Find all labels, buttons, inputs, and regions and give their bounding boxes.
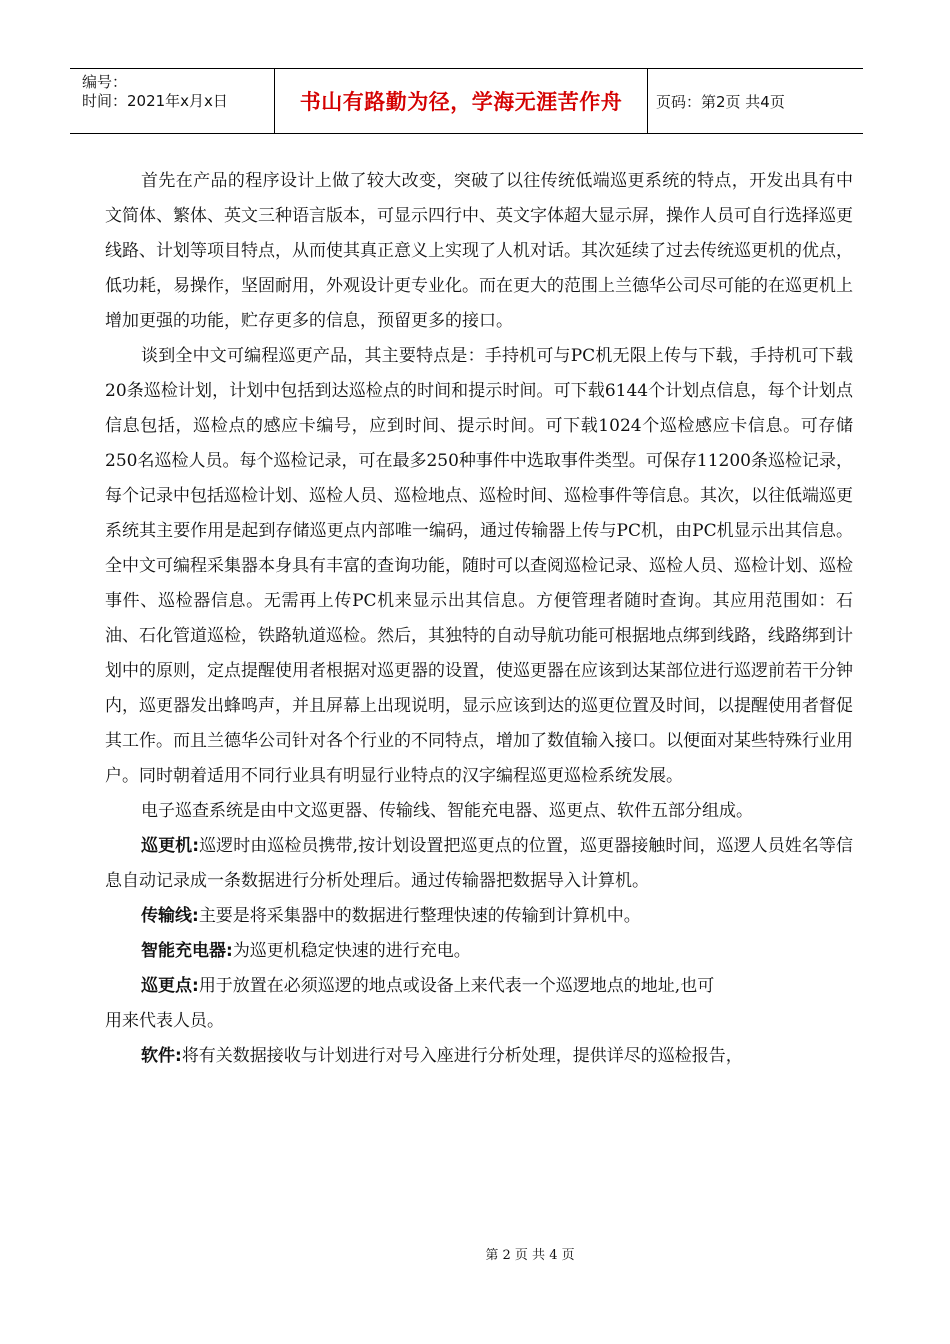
definition-patrol-device [105,829,853,899]
page-footer: 第 2 页 共 4 页 [485,1248,575,1263]
definition-text: 主要是将采集器中的数据进行整理快速的传输到计算机中。 [198,906,641,926]
number-label: 编号： [82,73,128,91]
definition-text: 用于放置在必须巡逻的地点或设备上来代表一个巡逻地点的地址,也可 [198,976,715,996]
definition-text-continued: 用来代表人员。 [105,1011,224,1031]
header-page-info: 页码：第2页 共4页 [656,92,785,111]
definition-charger [105,934,853,969]
paragraph-2: 谈到全中文可编程巡更产品，其主要特点是：手持机可与PC机无限上传与下载，手持机可下载20条巡检计划，计划中包括到达巡检点的时间和提示时间。可下载6144个计划点信息，每个计划点信息包括，巡检点的感应卡编号，应到时间、提示时间。可下载1024个巡检感应卡信息。可存储250名巡检人员。每个巡检记录，可在最多250种事件中选取事件类型。可保存11200条巡检记录，每个记录中包括巡检计划、巡检人员、巡检地点、巡检时间、巡检事件等信息。其次，以往低端巡更系统其主要作用是起到存储巡更点内部唯一编码，通过传输器上传与PC机，由PC机显示出其信息。全中文可编程采集器本身具有丰富的查询功能，随时可以查阅巡检记录、巡检人员、巡检计划、巡检事件、巡检器信息。无需再上传PC机来显示出其信息。方便管理者随时查询。其应用范围如：石油、石化管道巡检，铁路轨道巡检。然后，其独特的自动导航功能可根据地点绑到线路，线路绑到计划中的原则，定点提醒使用者根据对巡更器的设置，使巡更器在应该到达某部位进行巡逻前若干分钟内，巡更器发出蜂鸣声，并且屏幕上出现说明，显示应该到达的巡更位置及时间，以提醒使用者督促其工作。而且兰德华公司针对各个行业的不同特点，增加了数值输入接口。以便面对某些特殊行业用户。同时朝着适用不同行业具有明显行业特点的汉字编程巡更巡检系统发展。 [105,346,853,786]
header-meta [70,69,275,133]
definition-term: 巡更机: [141,836,199,856]
definition-patrol-point [105,969,853,1039]
definition-term: 软件: [141,1046,182,1066]
paragraph-1: 首先在产品的程序设计上做了较大改变，突破了以往传统低端巡更系统的特点，开发出具有中文简体、繁体、英文三种语言版本，可显示四行中、英文字体超大显示屏，操作人员可自行选择巡更线路、计划等项目特点，从而使其真正意义上实现了人机对话。其次延续了过去传统巡更机的优点，低功耗，易操作，坚固耐用，外观设计更专业化。而在更大的范围上兰德华公司尽可能的在巡更机上增加更强的功能，贮存更多的信息，预留更多的接口。 [105,171,853,331]
definition-term: 巡更点: [141,976,199,996]
document-body [105,164,853,1074]
definition-term: 传输线: [141,906,199,926]
paragraph-3: 电子巡查系统是由中文巡更器、传输线、智能充电器、巡更点、软件五部分组成。 [141,801,753,821]
definition-text: 为巡更机稳定快速的进行充电。 [232,941,471,961]
definition-software [105,1039,853,1074]
page-header [70,68,863,134]
definition-text: 将有关数据接收与计划进行对号入座进行分析处理，提供详尽的巡检报告， [181,1046,743,1066]
date-label: 时间：2021年x月x日 [82,92,228,110]
definition-term: 智能充电器: [141,941,233,961]
definition-text: 巡逻时由巡检员携带,按计划设置把巡更点的位置，巡更器接触时间，巡逻人员姓名等信息自动记录成一条数据进行分析处理后。通过传输器把数据导入计算机。 [105,836,853,891]
definition-cable [105,899,853,934]
header-motto: 书山有路勤为径，学海无涯苦作舟 [275,69,648,133]
